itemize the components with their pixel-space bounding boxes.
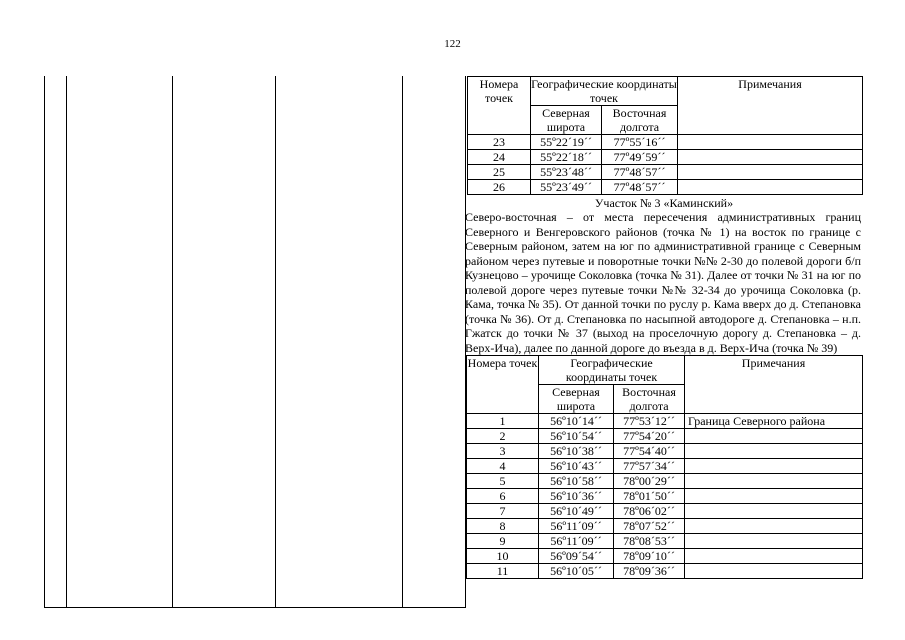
- coordinates-table-1: [467, 76, 863, 195]
- latitude: 56º10´58´´: [539, 474, 614, 489]
- point-number: 23: [468, 135, 531, 150]
- longitude: 78º09´36´´: [614, 564, 685, 579]
- longitude: 77º54´40´´: [614, 444, 685, 459]
- point-number: 4: [467, 459, 539, 474]
- point-number: 2: [467, 429, 539, 444]
- note: [685, 459, 863, 474]
- header-coords: Географические координаты точек: [539, 356, 685, 385]
- longitude: 78º00´29´´: [614, 474, 685, 489]
- outer-table-column-divider: [172, 76, 173, 608]
- longitude: 78º01´50´´: [614, 489, 685, 504]
- latitude: 56º10´36´´: [539, 489, 614, 504]
- note: [685, 549, 863, 564]
- note: [685, 534, 863, 549]
- note: [678, 150, 863, 165]
- note: [685, 564, 863, 579]
- point-number: 26: [468, 180, 531, 195]
- longitude: 77º55´16´´: [602, 135, 678, 150]
- latitude: 55º23´49´´: [531, 180, 602, 195]
- header-east: Восточная долгота: [614, 385, 685, 414]
- table-row: [467, 444, 863, 459]
- table-row: [468, 135, 863, 150]
- outer-table-border-left: [44, 76, 45, 608]
- section-title: Участок № 3 «Каминский»: [594, 196, 734, 210]
- coordinates-table-2: [466, 355, 863, 579]
- longitude: 77º48´57´´: [602, 165, 678, 180]
- outer-table-column-divider: [402, 76, 403, 608]
- point-number: 11: [467, 564, 539, 579]
- latitude: 56º11´09´´: [539, 519, 614, 534]
- longitude: 78º06´02´´: [614, 504, 685, 519]
- note: [678, 135, 863, 150]
- table-row: [467, 459, 863, 474]
- point-number: 5: [467, 474, 539, 489]
- note: [685, 444, 863, 459]
- point-number: 8: [467, 519, 539, 534]
- content-cell: [465, 76, 863, 608]
- header-points: Номера точек: [467, 356, 539, 414]
- latitude: 56º10´49´´: [539, 504, 614, 519]
- table-row: [467, 414, 863, 429]
- note: [685, 429, 863, 444]
- latitude: 55º22´19´´: [531, 135, 602, 150]
- point-number: 25: [468, 165, 531, 180]
- table-row: [467, 519, 863, 534]
- header-north: Северная широта: [531, 106, 602, 135]
- latitude: 56º10´05´´: [539, 564, 614, 579]
- outer-table-column-divider: [275, 76, 276, 608]
- point-number: 1: [467, 414, 539, 429]
- table-row: [467, 564, 863, 579]
- latitude: 55º23´48´´: [531, 165, 602, 180]
- note: [685, 504, 863, 519]
- point-number: 9: [467, 534, 539, 549]
- latitude: 56º09´54´´: [539, 549, 614, 564]
- header-points: Номера точек: [468, 77, 531, 135]
- table-row: [467, 429, 863, 444]
- page-number: 122: [444, 38, 461, 50]
- table-row: [467, 474, 863, 489]
- table-row: [468, 165, 863, 180]
- point-number: 24: [468, 150, 531, 165]
- header-notes: Примечания: [685, 356, 863, 414]
- table-row: [467, 504, 863, 519]
- longitude: 77º53´12´´: [614, 414, 685, 429]
- header-notes: Примечания: [678, 77, 863, 135]
- latitude: 56º10´54´´: [539, 429, 614, 444]
- header-north: Северная широта: [539, 385, 614, 414]
- note: [685, 474, 863, 489]
- latitude: 55º22´18´´: [531, 150, 602, 165]
- outer-table-bottom-border: [44, 607, 466, 608]
- point-number: 3: [467, 444, 539, 459]
- table-row: [468, 180, 863, 195]
- point-number: 6: [467, 489, 539, 504]
- point-number: 10: [467, 549, 539, 564]
- longitude: 78º07´52´´: [614, 519, 685, 534]
- longitude: 78º08´53´´: [614, 534, 685, 549]
- header-coords: Географические координаты точек: [531, 77, 677, 105]
- latitude: 56º11´09´´: [539, 534, 614, 549]
- table-row: [468, 150, 863, 165]
- note: [678, 180, 863, 195]
- note: [685, 519, 863, 534]
- note: [685, 489, 863, 504]
- longitude: 77º54´20´´: [614, 429, 685, 444]
- latitude: 56º10´38´´: [539, 444, 614, 459]
- outer-table-column-divider: [66, 76, 67, 608]
- longitude: 78º09´10´´: [614, 549, 685, 564]
- latitude: 56º10´43´´: [539, 459, 614, 474]
- latitude: 56º10´14´´: [539, 414, 614, 429]
- longitude: 77º49´59´´: [602, 150, 678, 165]
- table-row: [467, 549, 863, 564]
- longitude: 77º48´57´´: [602, 180, 678, 195]
- section-description: Северо-восточная – от места пересечения административных границ Северного и Венгеровского районов (точка № 1) на восток по границе с Северным районом, затем на юг по административной границе с Северным районом через путевые и поворотные точки №№ 2-30 до полевой дороги б/п Кузнецово – урочище Соколовка (точка № 31). Далее от точки № 31 на юг по полевой дороге через путевые точки №№ 32-34 до урочища Соколовка (р. Кама, точка № 35). От данной точки по руслу р. Кама вверх до д. Степановка (точка № 36). От д. Степановка по насыпной автодороге д. Степановка – н.п. Гжатск до точки № 37 (выход на проселочную дорогу д. Степановка – д. Верх-Ича), далее по данной дороге до въезда в д. Верх-Ича (точка № 39): [465, 210, 861, 355]
- note: [678, 165, 863, 180]
- longitude: 77º57´34´´: [614, 459, 685, 474]
- note: Граница Северного района: [685, 414, 863, 429]
- header-east: Восточная долгота: [602, 106, 678, 135]
- point-number: 7: [467, 504, 539, 519]
- table-row: [467, 534, 863, 549]
- table-row: [467, 489, 863, 504]
